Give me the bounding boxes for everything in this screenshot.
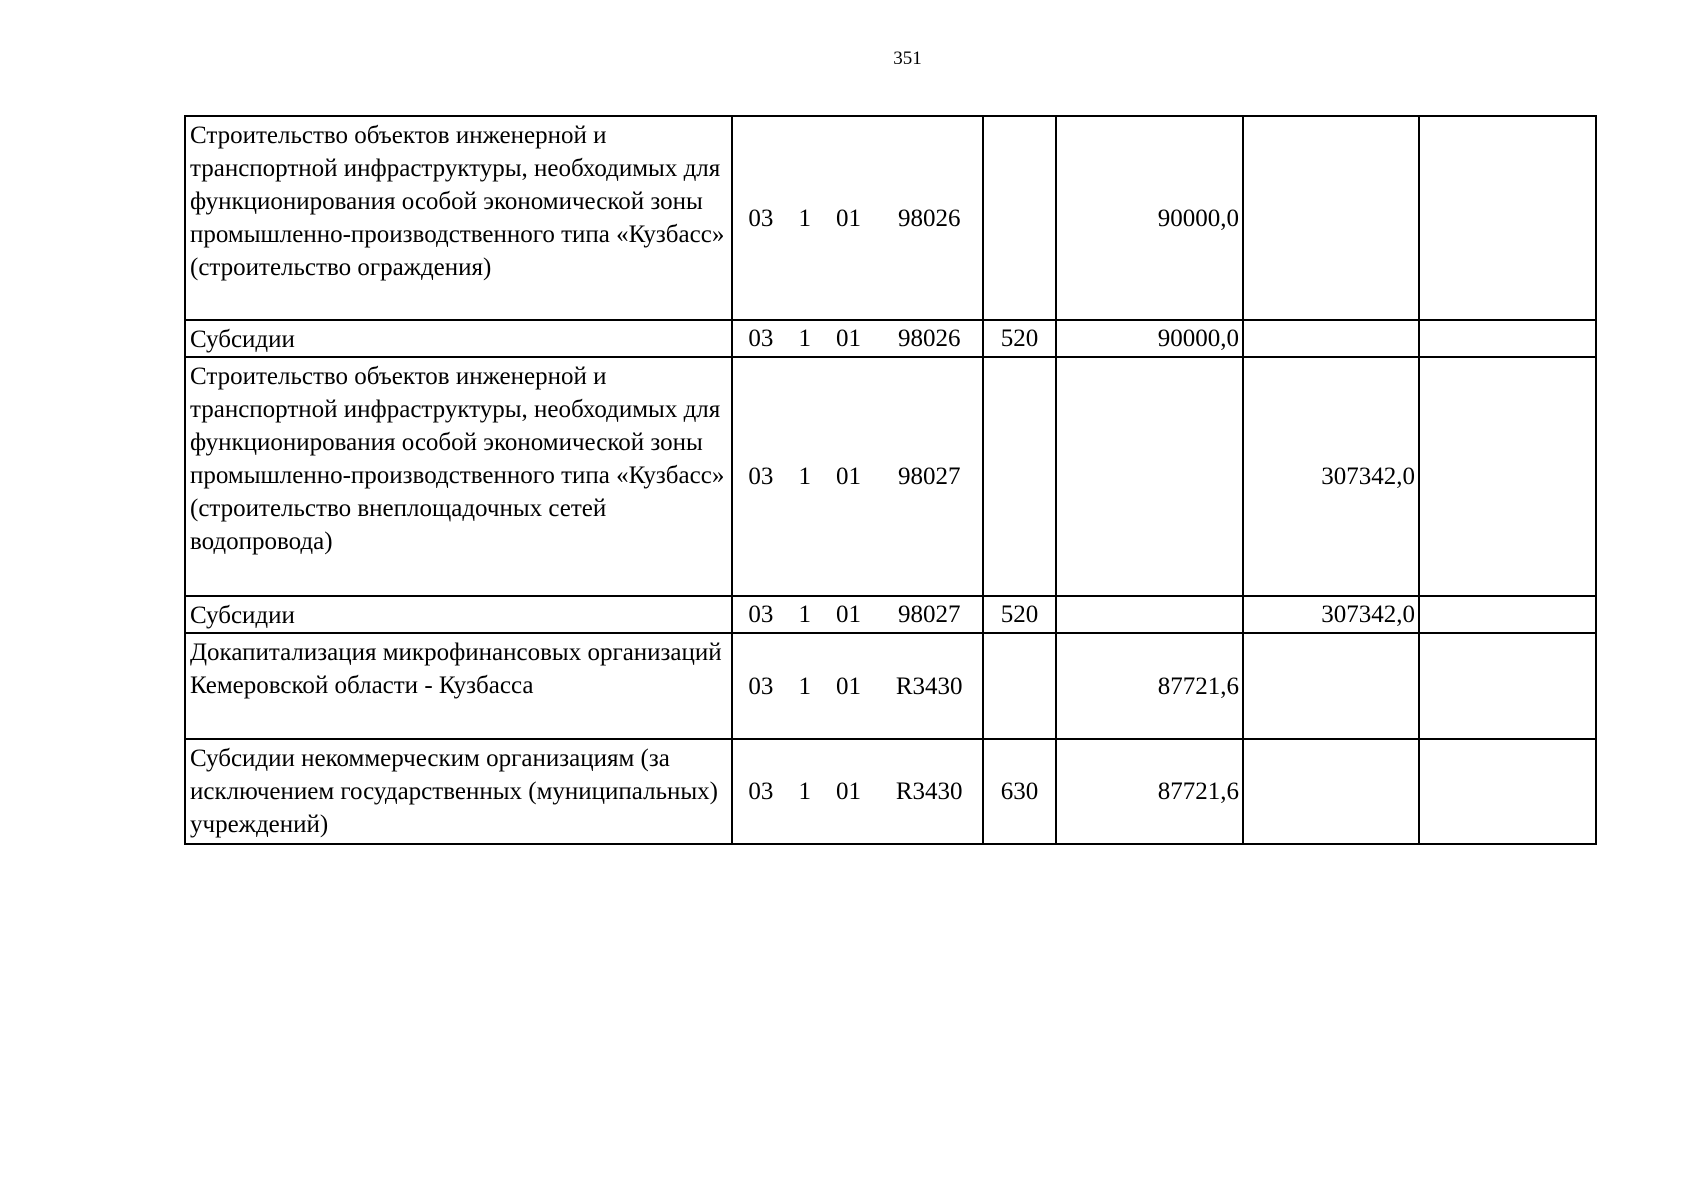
amount-year-3 [1419, 739, 1596, 844]
row-name: Докапитализация микрофинансовых организаций Кемеровской области - Кузбасса [185, 633, 732, 739]
direction-code: R3430 [895, 672, 963, 700]
budget-table [184, 115, 1597, 845]
direction-code: 98027 [897, 463, 961, 490]
program-code: 1 [798, 463, 811, 490]
amount-year-3 [1419, 116, 1596, 320]
table-row [185, 633, 1596, 739]
amount-year-2 [1243, 633, 1419, 739]
section-code: 03 [748, 325, 774, 352]
amount-year-1: 87721,6 [1056, 739, 1243, 844]
amount-year-2: 307342,0 [1243, 357, 1419, 596]
amount-year-2 [1243, 116, 1419, 320]
code-cell [732, 320, 983, 357]
row-name: Строительство объектов инженерной и транспортной инфраструктуры, необходимых для функционирования особой экономической зоны промышленно-производственного типа «Кузбасс» (строительство внеплощадочных сетей водопровода) [185, 357, 732, 596]
table-row [185, 320, 1596, 357]
expense-type [983, 357, 1056, 596]
amount-year-1 [1056, 596, 1243, 633]
expense-type: 520 [983, 596, 1056, 633]
expense-type [983, 116, 1056, 320]
section-code: 03 [748, 778, 774, 805]
row-name: Субсидии некоммерческим организациям (за исключением государственных (муниципальных) учреждений) [185, 739, 732, 844]
code-cell [732, 357, 983, 596]
amount-year-2: 307342,0 [1243, 596, 1419, 633]
section-code: 03 [748, 601, 774, 628]
subprogram-code: 01 [836, 601, 862, 628]
amount-year-3 [1419, 320, 1596, 357]
subprogram-code: 01 [836, 463, 862, 490]
code-cell [732, 739, 983, 844]
section-code: 03 [748, 463, 774, 490]
amount-year-1: 90000,0 [1056, 116, 1243, 320]
expense-type: 630 [983, 739, 1056, 844]
row-name: Субсидии [185, 596, 732, 633]
subprogram-code: 01 [836, 672, 862, 700]
code-cell [732, 116, 983, 320]
section-code: 03 [748, 672, 774, 700]
page-number: 351 [893, 48, 922, 69]
amount-year-1: 87721,6 [1056, 633, 1243, 739]
amount-year-3 [1419, 357, 1596, 596]
program-code: 1 [798, 778, 811, 805]
direction-code: R3430 [895, 778, 963, 805]
table-row [185, 739, 1596, 844]
subprogram-code: 01 [836, 325, 862, 352]
subprogram-code: 01 [836, 204, 862, 232]
expense-type [983, 633, 1056, 739]
table-row [185, 596, 1596, 633]
program-code: 1 [798, 204, 811, 232]
table-row [185, 116, 1596, 320]
amount-year-3 [1419, 633, 1596, 739]
subprogram-code: 01 [836, 778, 862, 805]
code-cell [732, 596, 983, 633]
row-name: Строительство объектов инженерной и транспортной инфраструктуры, необходимых для функционирования особой экономической зоны промышленно-производственного типа «Кузбасс» (строительство ограждения) [185, 116, 732, 320]
program-code: 1 [798, 325, 811, 352]
amount-year-3 [1419, 596, 1596, 633]
amount-year-1: 90000,0 [1056, 320, 1243, 357]
program-code: 1 [798, 672, 811, 700]
amount-year-2 [1243, 320, 1419, 357]
amount-year-1 [1056, 357, 1243, 596]
direction-code: 98026 [897, 325, 961, 352]
program-code: 1 [798, 601, 811, 628]
code-cell [732, 633, 983, 739]
direction-code: 98027 [897, 601, 961, 628]
direction-code: 98026 [897, 204, 961, 232]
amount-year-2 [1243, 739, 1419, 844]
row-name: Субсидии [185, 320, 732, 357]
section-code: 03 [748, 204, 774, 232]
table-row [185, 357, 1596, 596]
expense-type: 520 [983, 320, 1056, 357]
